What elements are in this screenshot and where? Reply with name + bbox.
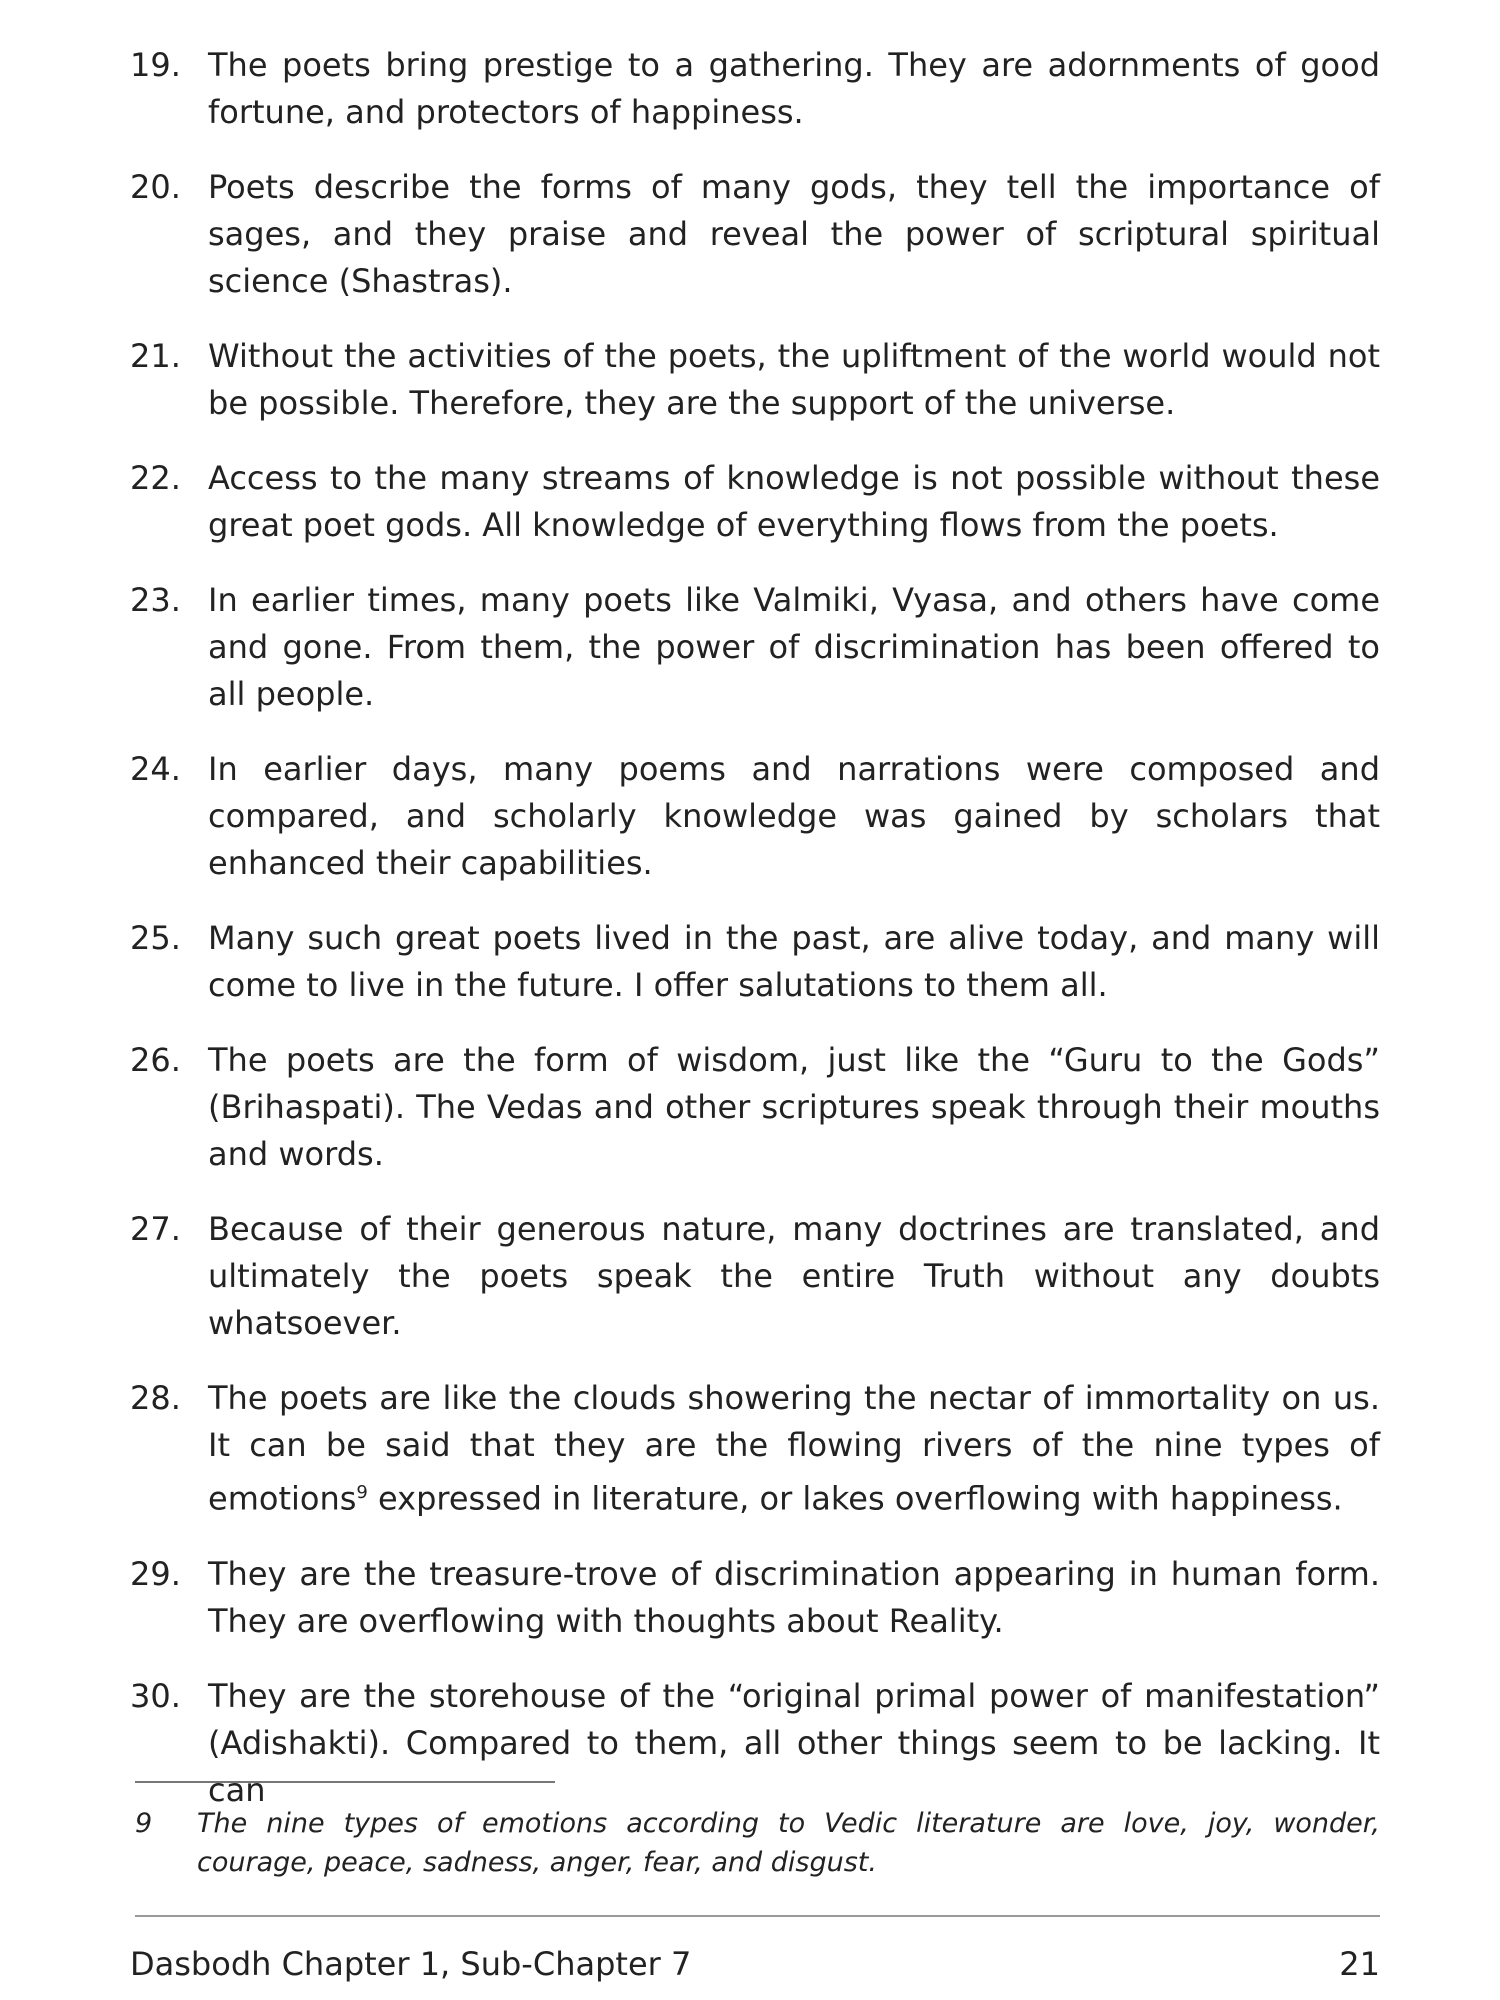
verse-26 xyxy=(130,1037,1380,1178)
verse-number: 25. xyxy=(130,919,181,957)
verse-text-part: expressed in literature, or lakes overflowing with happiness. xyxy=(367,1479,1343,1518)
verse-number: 24. xyxy=(130,750,181,788)
verse-number: 27. xyxy=(130,1210,181,1248)
verse-number: 23. xyxy=(130,581,181,619)
verse-28 xyxy=(130,1375,1380,1523)
verse-27 xyxy=(130,1206,1380,1347)
verse-24 xyxy=(130,746,1380,887)
footnote-divider xyxy=(135,1781,555,1783)
verse-20 xyxy=(130,164,1380,305)
verse-number: 28. xyxy=(130,1379,181,1417)
verse-text xyxy=(208,1375,1380,1523)
verse-list xyxy=(130,42,1380,1842)
verse-25 xyxy=(130,915,1380,1009)
verse-21 xyxy=(130,333,1380,427)
verse-number: 19. xyxy=(130,46,181,84)
footer-divider xyxy=(135,1915,1380,1917)
verse-text: In earlier days, many poems and narrations were composed and compared, and scholarly knowledge was gained by scholars that enhanced their capabilities. xyxy=(208,750,1380,882)
verse-number: 30. xyxy=(130,1676,181,1715)
verse-text-part: The poets are like the clouds showering the nectar of immortality on us. It can be said that they are the flowing rivers of the nine types of emotions xyxy=(208,1379,1380,1518)
verse-text: Because of their generous nature, many doctrines are translated, and ultimately the poets speak the entire Truth without any doubts whatsoever. xyxy=(208,1210,1380,1342)
verse-text: The poets bring prestige to a gathering. They are adornments of good fortune, and protectors of happiness. xyxy=(208,46,1380,131)
verse-23 xyxy=(130,577,1380,718)
verse-29 xyxy=(130,1551,1380,1645)
verse-text: They are the storehouse of the “original primal power of manifestation” (Adishakti). Compared to them, all other things seem to be lacking. It can xyxy=(208,1676,1380,1809)
verse-number: 22. xyxy=(130,459,181,497)
verse-text: In earlier times, many poets like Valmiki, Vyasa, and others have come and gone. From them, the power of discrimination has been offered to all people. xyxy=(208,581,1380,713)
verse-22 xyxy=(130,455,1380,549)
verse-text: They are the treasure-trove of discrimination appearing in human form. They are overflowing with thoughts about Reality. xyxy=(208,1554,1380,1640)
page-number: 21 xyxy=(1339,1945,1380,1983)
verse-number: 20. xyxy=(130,168,181,206)
verse-number: 21. xyxy=(130,337,181,375)
footnote-number: 9 xyxy=(135,1808,153,1839)
verse-number: 29. xyxy=(130,1554,181,1593)
verse-number: 26. xyxy=(130,1041,181,1079)
verse-text: Many such great poets lived in the past, are alive today, and many will come to live in the future. I offer salutations to them all. xyxy=(208,919,1380,1004)
verse-text: Access to the many streams of knowledge is not possible without these great poet gods. All knowledge of everything flows from the poets. xyxy=(208,459,1380,544)
verse-19 xyxy=(130,42,1380,136)
verse-text: The poets are the form of wisdom, just like the “Guru to the Gods” (Brihaspati). The Vedas and other scriptures speak through their mouths and words. xyxy=(208,1041,1380,1173)
footnote-reference[interactable]: 9 xyxy=(356,1482,368,1503)
running-footer-title: Dasbodh Chapter 1, Sub-Chapter 7 xyxy=(130,1945,692,1983)
footnote-text: The nine types of emotions according to Vedic literature are love, joy, wonder, courage, peace, sadness, anger, fear, and disgust. xyxy=(197,1808,1380,1878)
verse-30 xyxy=(130,1673,1380,1814)
verse-text: Without the activities of the poets, the upliftment of the world would not be possible. Therefore, they are the support of the universe. xyxy=(208,337,1380,422)
verse-text: Poets describe the forms of many gods, they tell the importance of sages, and they praise and reveal the power of scriptural spiritual science (Shastras). xyxy=(208,168,1380,300)
footnote xyxy=(135,1804,1380,1882)
